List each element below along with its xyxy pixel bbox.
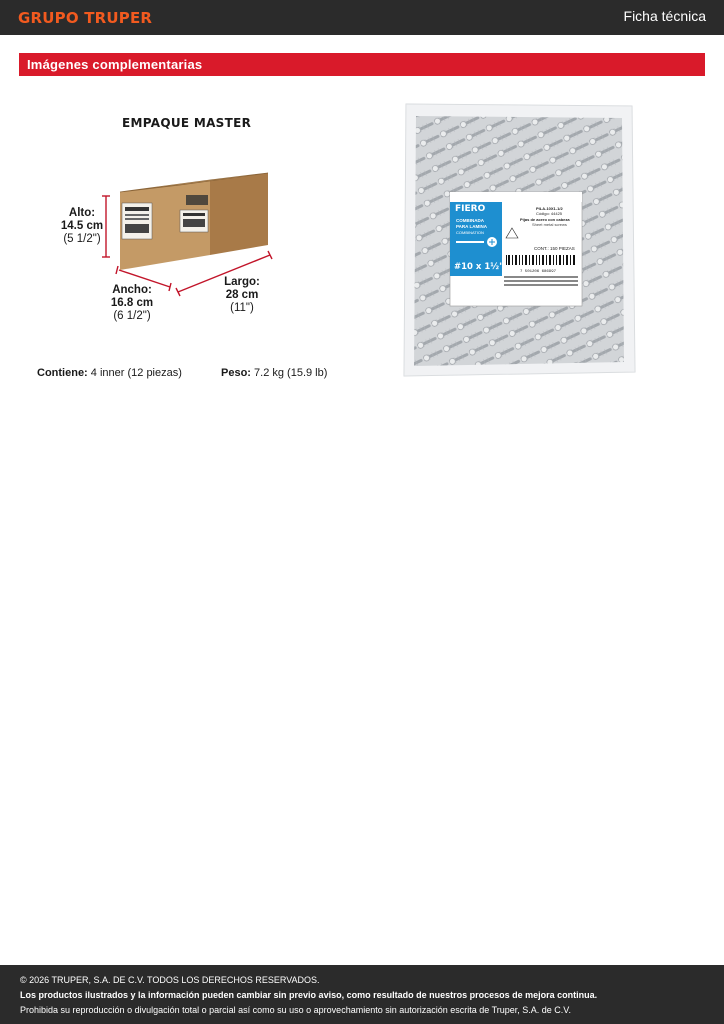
section-title: Imágenes complementarias <box>27 57 203 72</box>
ancho-label: Ancho: <box>112 284 152 296</box>
section-header <box>19 53 705 76</box>
peso-label: Peso: <box>221 367 251 379</box>
alto-metric: 14.5 cm <box>60 220 104 232</box>
footer <box>0 965 724 1024</box>
alto-dimension <box>58 207 106 246</box>
weight-info <box>221 367 327 379</box>
product-label-card <box>450 192 582 306</box>
document-type: Ficha técnica <box>623 8 706 24</box>
label-head-type-1: COMBINADA <box>456 218 484 223</box>
ancho-metric: 16.8 cm <box>110 297 154 309</box>
label-size: #10 x 1½" <box>454 262 504 272</box>
alto-label: Alto: <box>68 207 96 219</box>
header-bar <box>0 0 724 35</box>
label-name-es: Pijas de acero con cabeza <box>520 217 570 222</box>
ancho-imperial: (6 1/2") <box>113 310 151 322</box>
label-head-type-2: PARA LAMINA <box>456 224 487 229</box>
ancho-dimension <box>102 284 162 323</box>
label-contents: CONT.: 150 PIEZAS <box>534 246 575 251</box>
label-brand: FIERO <box>455 204 486 214</box>
company-logo: GRUPO TRUPER <box>18 9 153 27</box>
alto-imperial: (5 1/2") <box>63 233 101 245</box>
label-code: PILA-10X1-1/2 <box>536 206 563 211</box>
footer-notice: Los productos ilustrados y la información pueden cambiar sin previo aviso, como resultado de nuestros procesos de mejora continua. <box>20 990 598 1000</box>
master-pack-title: EMPAQUE MASTER <box>122 116 252 130</box>
footer-prohibition: Prohibida su reproducción o divulgación total o parcial así como su uso o aprovechamiento sin autorización escrita de Truper, S.A. de C.V. <box>20 1005 571 1015</box>
contiene-label: Contiene: <box>37 367 88 379</box>
label-name-en: Sheet metal screws <box>532 222 567 227</box>
box-short-face <box>210 173 268 255</box>
label-codigo: Código: 44425 <box>536 211 563 216</box>
master-pack-diagram <box>30 100 350 390</box>
largo-imperial: (11") <box>230 302 254 314</box>
label-head-type-3: COMBINATION <box>456 230 484 235</box>
product-bag-image <box>400 100 638 380</box>
largo-label: Largo: <box>224 276 260 288</box>
screw-bag-illustration <box>400 100 638 380</box>
footer-copyright: © 2026 TRUPER, S.A. DE C.V. TODOS LOS DERECHOS RESERVADOS. <box>20 975 320 985</box>
label-barcode: 7 501206 686997 <box>520 270 557 274</box>
largo-dimension <box>216 276 268 315</box>
contents-info <box>37 367 182 379</box>
contiene-value: 4 inner (12 piezas) <box>90 367 182 379</box>
peso-value: 7.2 kg (15.9 lb) <box>254 367 328 379</box>
largo-metric: 28 cm <box>225 289 259 301</box>
